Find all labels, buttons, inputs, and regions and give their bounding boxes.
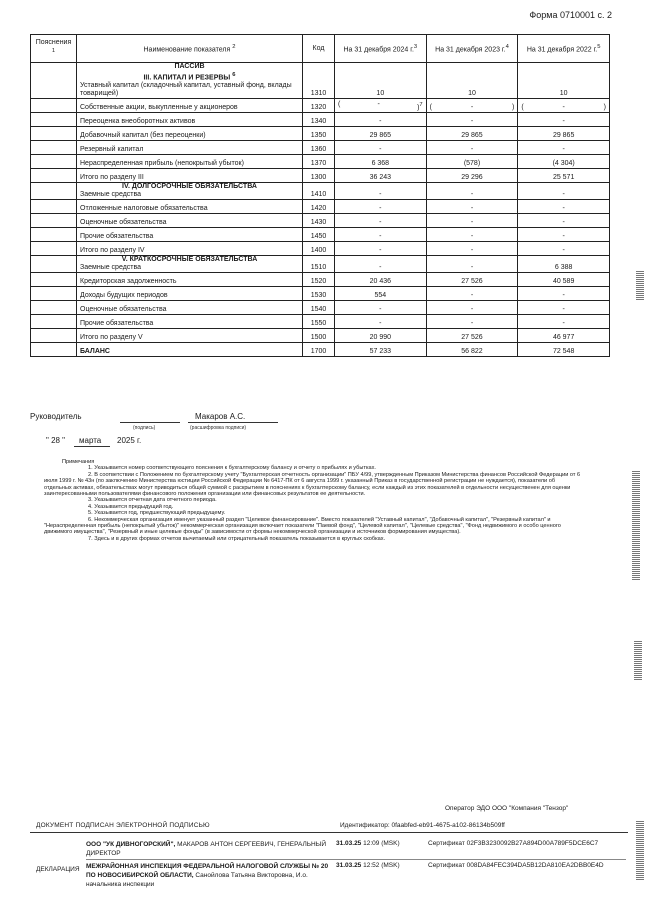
footnotes-title: Примечания: [62, 459, 95, 465]
header-col3: На 31 декабря 2022 г.$^5$: [518, 35, 610, 63]
scan-artifact: [636, 270, 644, 300]
form-code: Форма 0710001 с. 2: [529, 10, 612, 20]
balance-table: [30, 34, 610, 357]
table-row: Кредиторская задолженность 1520 20 436 27 526 40 589: [31, 273, 610, 287]
footnotes: [44, 459, 584, 542]
edo-signer-2-date: 31.03.25 12:52 (MSK): [336, 862, 400, 869]
table-row: ПАССИВ III. КАПИТАЛ И РЕЗЕРВЫ $^6$ Уставный капитал (складочный капитал, уставный фонд, вклады товарищей) 1310 10 10 10: [31, 63, 610, 99]
date-day: " 28 ": [46, 436, 66, 445]
signature-label: Руководитель: [30, 412, 82, 421]
edo-signed-label: ДОКУМЕНТ ПОДПИСАН ЭЛЕКТРОННОЙ ПОДПИСЬЮ: [36, 822, 210, 829]
table-row: Резервный капитал 1360 - - -: [31, 141, 610, 155]
table-row: Добавочный капитал (без переоценки) 1350 29 865 29 865 29 865: [31, 127, 610, 141]
table-row: Собственные акции, выкупленные у акционеров 1320 ( - )$^7$ ( - ) ( - ): [31, 99, 610, 113]
date-year: 2025 г.: [117, 436, 142, 445]
footnote: 7. Здесь и в других формах отчетов вычитаемый или отрицательный показатель показывается в круглых скобках.: [88, 535, 386, 542]
table-row-total: БАЛАНС 1700 57 233 56 822 72 548: [31, 343, 610, 357]
table-row: Итого по разделу V 1500 20 990 27 526 46 977: [31, 329, 610, 343]
header-col1: На 31 декабря 2024 г.$^3$: [335, 35, 427, 63]
scan-artifact: [636, 820, 644, 880]
table-row: Переоценка внеоборотных активов 1340 - - -: [31, 113, 610, 127]
signature-caption: (подпись): [133, 425, 156, 431]
footnote: 2. В соответствии с Положением по бухгалтерскому учету "Бухгалтерская отчетность организации" ПБУ 4/99, утвержденным Приказом Министерства финансов Российской Федерации от 6 июля 1999 г. № 43н (по заключению Министерства юстиции Российской Федерации № 6417-ПК от 6 августа 1999 г. указанный Приказ в государственной регистрации не нуждается), показатели об отдельных активах, обязательствах могут приводиться общей суммой с раскрытием в пояснениях к бухгалтерскому балансу, если каждый из этих показателей в отдельности несущественен для оценки заинтересованными пользователями финансового положения организации или финансовых результатов ее деятельности.: [44, 471, 581, 498]
table-row: Нераспределенная прибыль (непокрытый убыток) 1370 6 368 (578) (4 304): [31, 155, 610, 169]
header-code: Код: [303, 35, 335, 63]
table-row: Прочие обязательства 1550 - - -: [31, 315, 610, 329]
name-caption: (расшифровка подписи): [190, 425, 247, 431]
edo-operator: Оператор ЭДО ООО "Компания "Тензор": [445, 805, 569, 812]
edo-declaration: ДЕКЛАРАЦИЯ: [36, 866, 80, 873]
table-row: Прочие обязательства 1450 - - -: [31, 228, 610, 242]
footnote: 4. Указывается предыдущий год.: [88, 503, 174, 510]
footnote: 1. Указывается номер соответствующего пояснения к бухгалтерскому балансу и отчету о прибылях и убытках.: [88, 465, 376, 472]
edo-signer-2: МЕЖРАЙОННАЯ ИНСПЕКЦИЯ ФЕДЕРАЛЬНОЙ НАЛОГОВОЙ СЛУЖБЫ № 20 ПО НОВОСИБИРСКОЙ ОБЛАСТИ, Санойлова Татьяна Викторовна, И.о. начальника инспекции: [86, 863, 329, 888]
table-row: IV. ДОЛГОСРОЧНЫЕ ОБЯЗАТЕЛЬСТВА Заемные средства 1410 - - -: [31, 183, 610, 200]
table-row: V. КРАТКОСРОЧНЫЕ ОБЯЗАТЕЛЬСТВА Заемные средства 1510 - - 6 388: [31, 256, 610, 273]
scan-artifact: [632, 470, 640, 580]
edo-signer-1: ООО "УК ДИВНОГОРСКИЙ", МАКАРОВ АНТОН СЕРГЕЕВИЧ, ГЕНЕРАЛЬНЫЙ ДИРЕКТОР: [86, 841, 327, 857]
date-month: марта: [79, 436, 102, 445]
header-name: Наименование показателя $^2$: [77, 35, 303, 63]
header-notes: Пояснения $^1$: [31, 35, 77, 63]
table-header-row: [31, 35, 610, 63]
table-row: Итого по разделу III 1300 36 243 29 296 25 571: [31, 169, 610, 183]
table-row: Доходы будущих периодов 1530 554 - -: [31, 287, 610, 301]
footnote: 5. Указывается год, предшествующий предыдущему.: [88, 510, 226, 517]
table-row: Отложенные налоговые обязательства 1420 - - -: [31, 200, 610, 214]
edo-signer-1-date: 31.03.25 12:09 (MSK): [336, 840, 400, 847]
table-row: Оценочные обязательства 1540 - - -: [31, 301, 610, 315]
edo-id: Идентификатор: 0faabfed-eb91-4675-a102-86134b509ff: [340, 822, 505, 829]
signature-name: Макаров А.С.: [195, 412, 246, 421]
header-col2: На 31 декабря 2023 г.$^4$: [426, 35, 518, 63]
scan-artifact: [634, 640, 642, 680]
row-name: ПАССИВ III. КАПИТАЛ И РЕЗЕРВЫ $^6$ Уставный капитал (складочный капитал, уставный фонд, вклады товарищей): [77, 63, 303, 99]
footnote: 6. Некоммерческая организация именует указанный раздел "Целевое финансирование". Вместо показателей "Уставный капитал", "Добавочный капитал", "Резервный капитал" и "Нераспределенная прибыль (непокрытый убыток)" некоммерческая организация включает показатели "Паевой фонд", "Целевой капитал", "Целевые средства", "Фонд недвижимого и особо ценного движимого имущества", "Резервный и иные целевые фонды" (в зависимости от формы некоммерческой организации и источников формирования имущества).: [44, 516, 561, 536]
table-row: Итого по разделу IV 1400 - - -: [31, 242, 610, 256]
edo-signer-1-cert: Сертификат 02F3B3230092B27A894D00A789F5DCE6C7: [428, 840, 599, 847]
footnote: 3. Указывается отчетная дата отчетного периода.: [88, 497, 217, 504]
table-row: Оценочные обязательства 1430 - - -: [31, 214, 610, 228]
edo-signer-2-cert: Сертификат 008DA84FEC394DA5B12DA810EA2DBB0E4D: [428, 862, 604, 869]
